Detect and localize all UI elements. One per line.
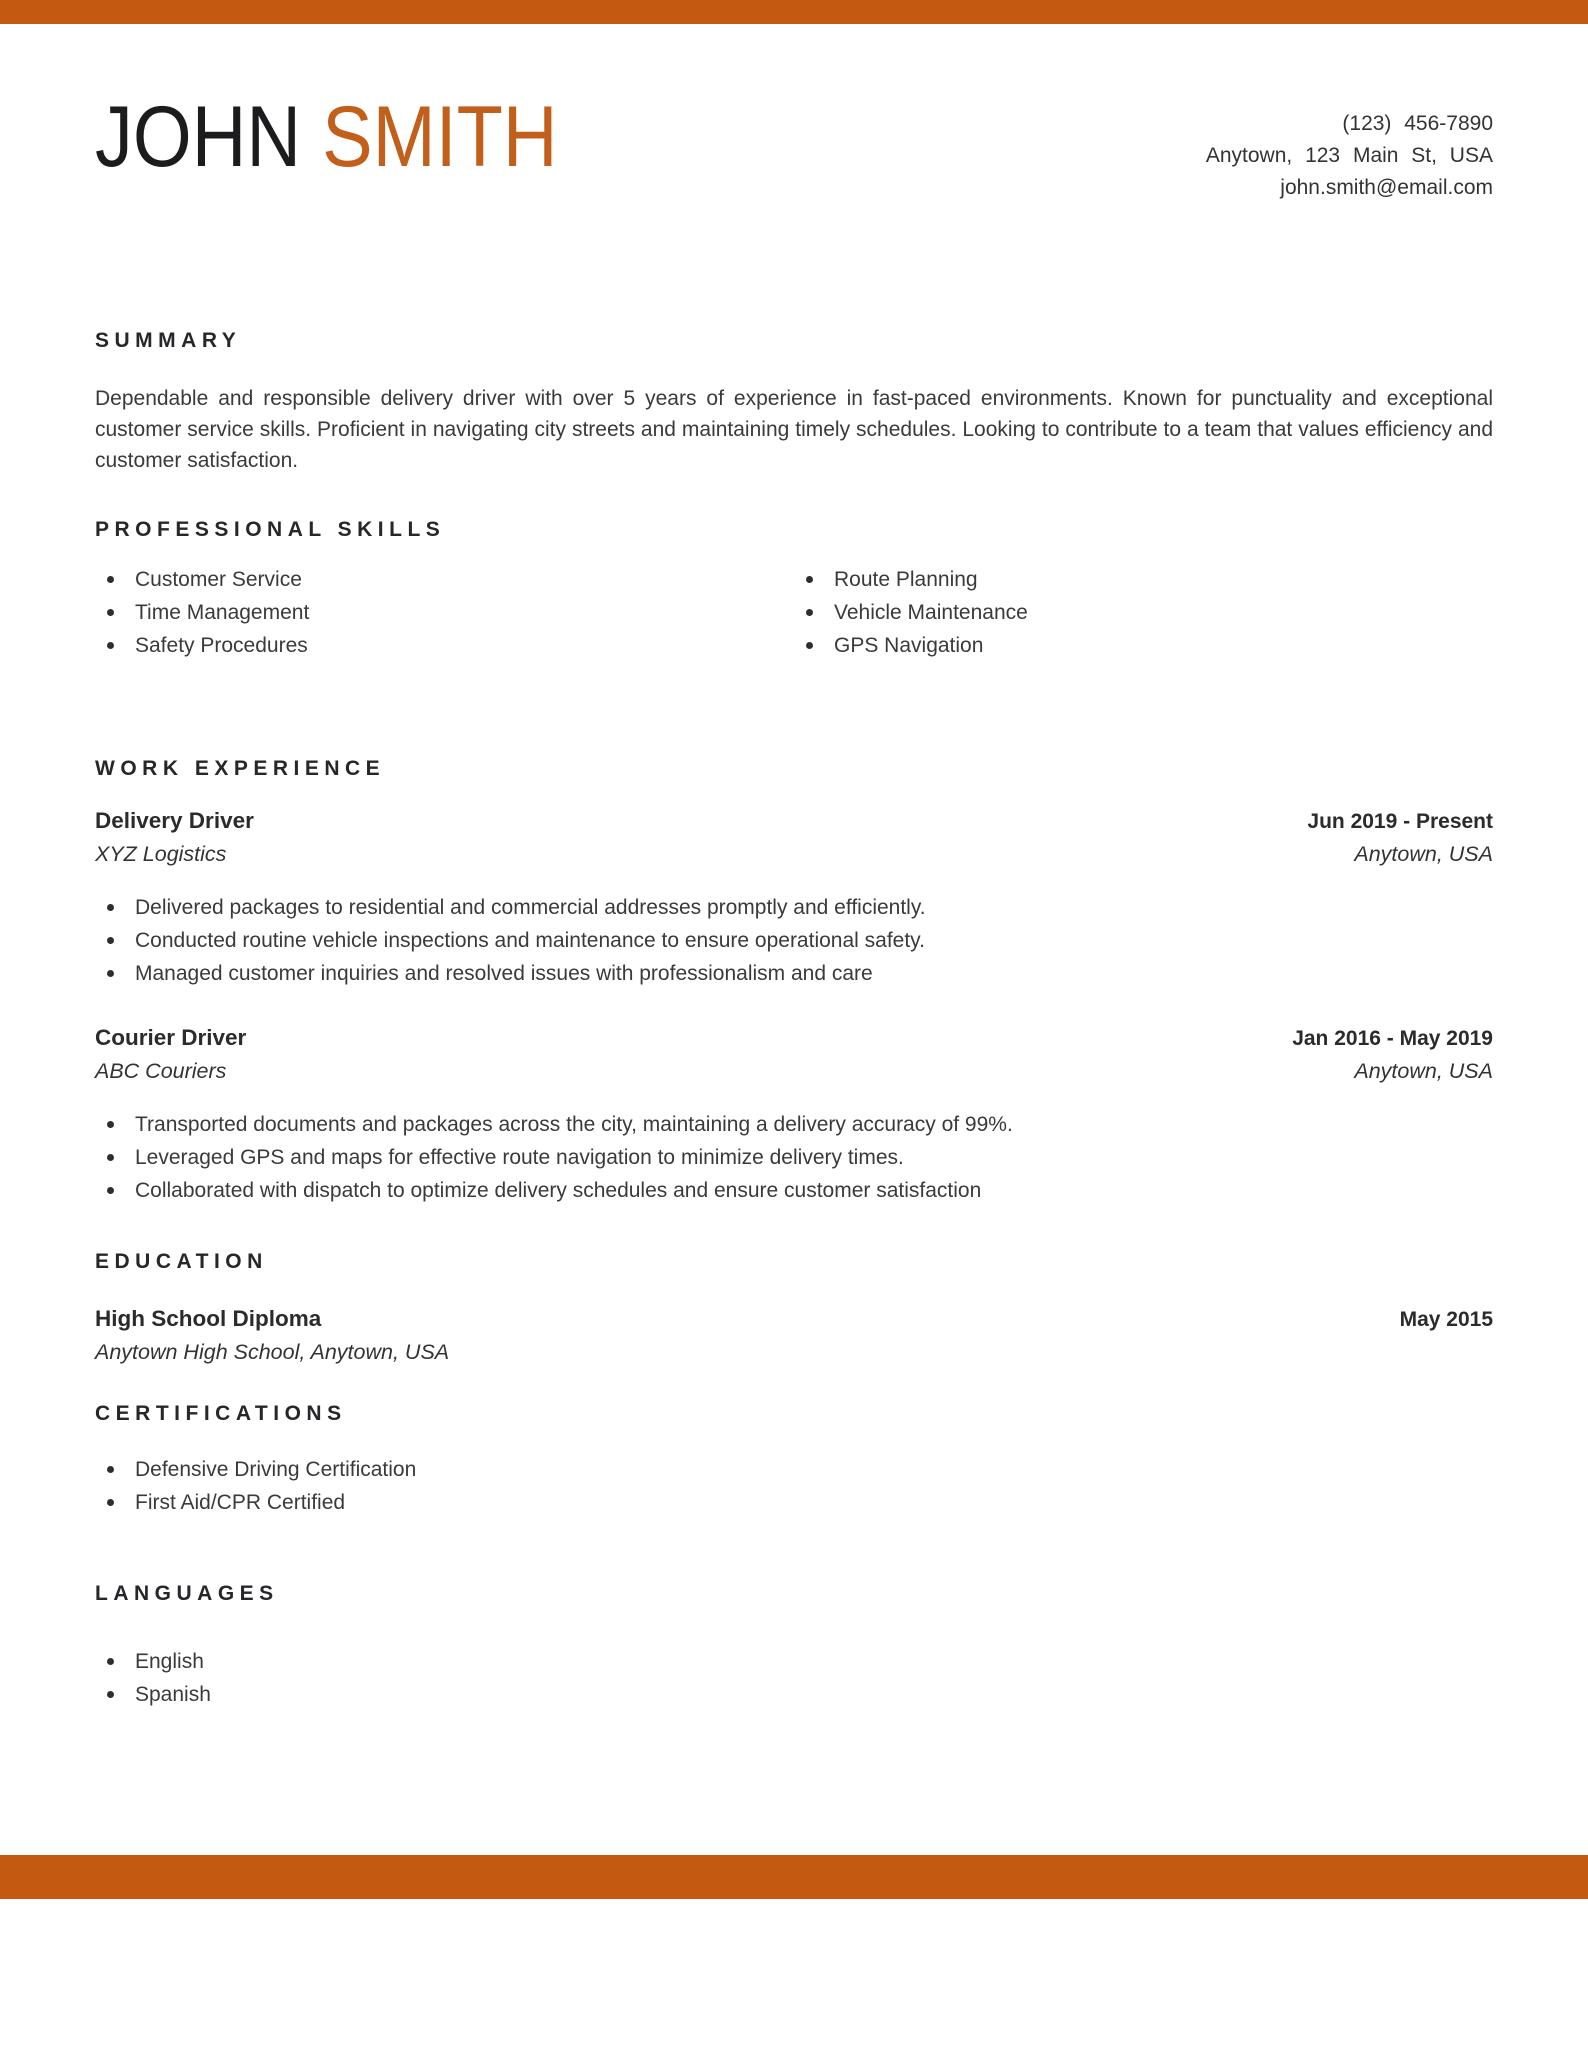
skills-heading: PROFESSIONAL SKILLS	[95, 518, 446, 541]
language-label: English	[135, 1650, 204, 1673]
school-name: Anytown High School, Anytown, USA	[95, 1340, 450, 1364]
bullet-icon	[107, 1466, 114, 1473]
bullet-icon	[806, 576, 813, 583]
skills-column-left	[95, 568, 794, 667]
skill-label: Vehicle Maintenance	[834, 601, 1028, 624]
skill-label: GPS Navigation	[834, 634, 984, 657]
bullet-icon	[107, 642, 114, 649]
education-subheader	[95, 1340, 1493, 1364]
job-title: Courier Driver	[95, 1025, 247, 1050]
job-location: Anytown, USA	[1354, 842, 1493, 866]
summary-section	[95, 329, 1493, 476]
bullet-icon	[107, 1187, 114, 1194]
job-dates: Jan 2016 - May 2019	[1292, 1027, 1493, 1050]
skill-label: Safety Procedures	[135, 634, 308, 657]
list-item	[95, 1179, 1493, 1202]
certification-label: Defensive Driving Certification	[135, 1458, 417, 1481]
first-name: JOHN	[95, 89, 302, 185]
job-entry	[95, 808, 1493, 985]
list-item	[95, 896, 1493, 919]
list-item	[95, 1650, 1493, 1673]
last-name: SMITH	[322, 89, 558, 185]
address: Anytown, 123 Main St, USA	[1205, 144, 1493, 167]
job-bullet-text: Conducted routine vehicle inspections and maintenance to ensure operational safety.	[135, 929, 925, 952]
job-bullet-text: Collaborated with dispatch to optimize delivery schedules and ensure customer satisfaction	[135, 1179, 982, 1202]
languages-list	[95, 1650, 1493, 1706]
list-item	[95, 568, 794, 591]
bullet-icon	[107, 1121, 114, 1128]
job-header	[95, 1025, 1493, 1052]
list-item	[95, 962, 1493, 985]
job-bullet-list	[95, 1113, 1493, 1202]
bullet-icon	[107, 1658, 114, 1665]
job-bullet-list	[95, 896, 1493, 985]
job-company: XYZ Logistics	[95, 842, 227, 866]
list-item	[95, 634, 794, 657]
list-item	[95, 929, 1493, 952]
skill-label: Time Management	[135, 601, 310, 624]
list-item	[95, 1458, 1493, 1481]
phone-number: (123) 456-7890	[1342, 112, 1493, 135]
job-entry	[95, 1025, 1493, 1202]
language-label: Spanish	[135, 1683, 211, 1706]
skills-columns	[95, 568, 1493, 667]
bottom-accent-bar	[0, 1855, 1588, 1899]
job-bullet-text: Leveraged GPS and maps for effective route navigation to minimize delivery times.	[135, 1146, 904, 1169]
summary-heading: SUMMARY	[95, 329, 242, 352]
list-item	[95, 1491, 1493, 1514]
certifications-heading: CERTIFICATIONS	[95, 1402, 347, 1425]
job-title: Delivery Driver	[95, 808, 254, 833]
list-item	[794, 568, 1493, 591]
degree-title: High School Diploma	[95, 1306, 322, 1331]
person-name	[95, 89, 1325, 185]
summary-text: Dependable and responsible delivery driver with over 5 years of experience in fast-paced environments. Known for punctuality and exceptional customer service skills. Proficient in navigating city streets and maintaining timely schedules. Looking to contribute to a team that values efficiency and customer satisfaction.	[95, 387, 1493, 472]
bullet-icon	[107, 1154, 114, 1161]
education-heading: EDUCATION	[95, 1250, 268, 1273]
list-item	[95, 1113, 1493, 1136]
bullet-icon	[107, 609, 114, 616]
list-item	[95, 1146, 1493, 1169]
languages-section	[95, 1582, 1493, 1706]
bullet-icon	[806, 642, 813, 649]
bullet-icon	[107, 576, 114, 583]
bullet-icon	[107, 904, 114, 911]
top-accent-bar	[0, 0, 1588, 24]
list-item	[794, 634, 1493, 657]
skills-column-right	[794, 568, 1493, 667]
job-header	[95, 808, 1493, 835]
certifications-section	[95, 1402, 1493, 1514]
list-item	[794, 601, 1493, 624]
job-bullet-text: Delivered packages to residential and commercial addresses promptly and efficiently.	[135, 896, 926, 919]
skill-label: Customer Service	[135, 568, 302, 591]
bullet-icon	[107, 1499, 114, 1506]
work-experience-section	[95, 757, 1493, 1202]
job-location: Anytown, USA	[1354, 1059, 1493, 1083]
certifications-list	[95, 1458, 1493, 1514]
header	[95, 89, 1493, 206]
skills-section	[95, 518, 1493, 667]
education-section	[95, 1250, 1493, 1364]
list-item	[95, 601, 794, 624]
job-subheader	[95, 1059, 1493, 1083]
work-experience-heading: WORK EXPERIENCE	[95, 757, 386, 780]
bullet-icon	[107, 1691, 114, 1698]
education-date: May 2015	[1399, 1308, 1493, 1331]
email-address: john.smith@email.com	[1280, 176, 1493, 199]
bullet-icon	[107, 970, 114, 977]
list-item	[95, 1683, 1493, 1706]
job-company: ABC Couriers	[95, 1059, 227, 1083]
skill-label: Route Planning	[834, 568, 978, 591]
job-subheader	[95, 842, 1493, 866]
languages-heading: LANGUAGES	[95, 1582, 279, 1605]
bullet-icon	[107, 937, 114, 944]
contact-block	[1206, 108, 1493, 204]
job-bullet-text: Transported documents and packages across the city, maintaining a delivery accuracy of 99%.	[135, 1113, 1013, 1136]
certification-label: First Aid/CPR Certified	[135, 1491, 346, 1514]
job-bullet-text: Managed customer inquiries and resolved issues with professionalism and care	[135, 962, 873, 985]
job-dates: Jun 2019 - Present	[1307, 810, 1493, 833]
education-header	[95, 1306, 1493, 1333]
bullet-icon	[806, 609, 813, 616]
